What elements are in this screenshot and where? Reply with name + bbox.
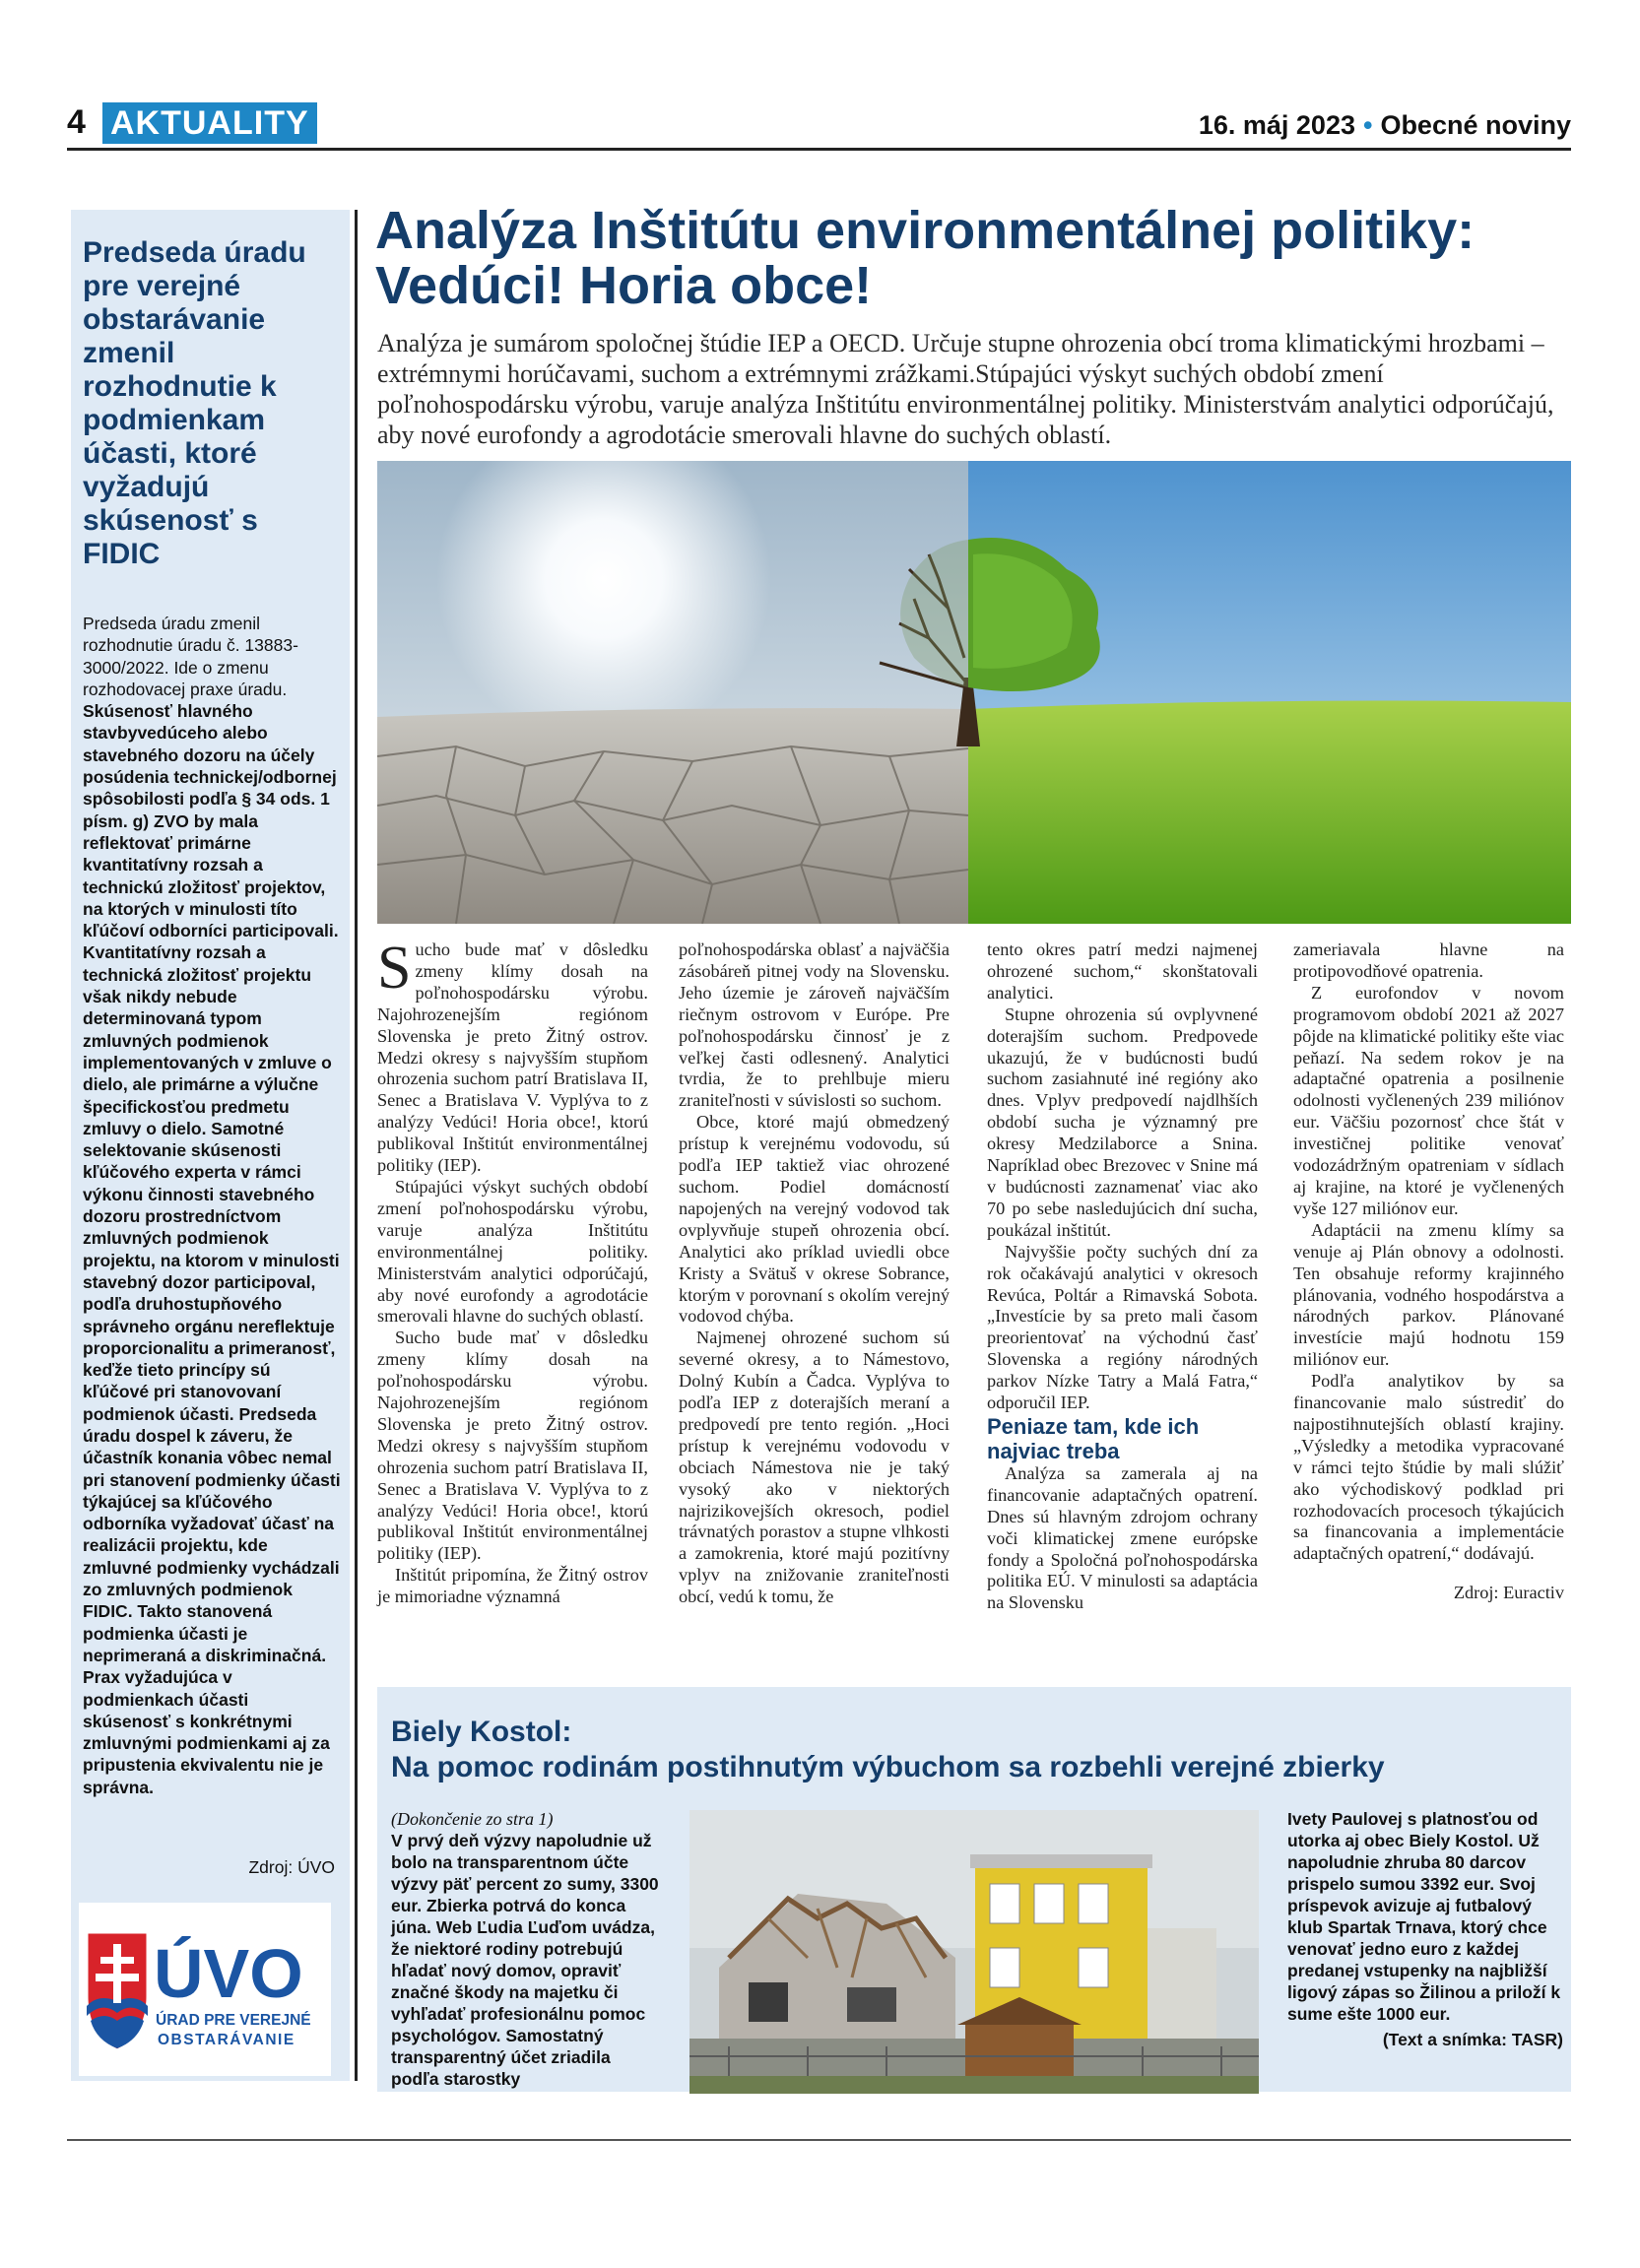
separator-dot: •: [1362, 110, 1373, 140]
box-right-body: Ivety Paulovej s platnosťou od utorka aj obec Biely Kostol. Už napoludnie zhruba 80 darcov prispelo sumou 3392 eur. Svoj príspevok avizuje aj futbalový klub Spartak Trnava, ktorý chce venovať jedno euro z každej predanej vstupenky na najbližší ligový zápas so Žilinou a priloží k sume ešte 1000 eur.: [1287, 1809, 1561, 2024]
uvo-logo: [79, 1903, 331, 2076]
paragraph: Stupne ohrozenia sú ovplyvnené doterajším suchom. Predpovede ukazujú, že v budúcnosti budú suchom zasiahnuté iné regióny ako dnes. Vplyv predpovedí najdlhších období sucha je významný pre okresy Medzilaborce a Snina. Napríklad obec Brezovec v Snine má v budúcnosti zaznamenať viac ako 70 po sebe nasledujúcich dní sucha, poukázal inštitút.: [987, 1004, 1258, 1240]
box-headline-line2: Na pomoc rodinám postihnutým výbuchom sa rozbehli verejné zbierky: [391, 1751, 1385, 1783]
sidebar-source: Zdroj: ÚVO: [248, 1857, 335, 1877]
article-source: Zdroj: Euractiv: [1453, 1583, 1564, 1603]
sidebar-body-main: Skúsenosť hlavného stavbyvedúceho alebo stavebného dozoru na účely posúdenia technickej/odbornej spôsobilosti podľa § 34 ods. 1 písm. g) ZVO by mala reflektovať primárne kvantitatívny rozsah a technickú zložitosť projektov, na ktorých v minulosti títo kľúčoví odborníci participovali. Kvantitatívny rozsah a technická zložitosť projektu však nikdy nebude determinovaná typom zmluvných podmienok implementovaných v zmluve o dielo, ale primárne a výlučne špecifickosťou predmetu zmluvy o dielo. Samotné selektovanie skúsenosti kľúčového experta v rámci výkonu činnosti stavebného dozoru prostredníctvom zmluvných podmienok projektu, na ktorom v minulosti stavebný dozor participoval, podľa druhostupňového správneho orgánu nereflektuje proporcionalitu a primeranosť, keďže tieto princípy sú kľúčové pri stanovovaní podmienok účasti. Predseda úradu dospel k záveru, že účastník konania vôbec nemal pri stanovení podmienky účasti týkajúcej sa kľúčového odborníka vyžadovať účasť na realizácii projektu, kde zmluvné podmienky vychádzali zo zmluvných podmienok FIDIC. Takto stanovená podmienka účasti je neprimeraná a diskriminačná. Prax vyžadujúca v podmienkach účasti skúsenosť s konkrétnymi zmluvnými podmienkami aj za pripustenia ekvivalentu nie je správna.: [83, 701, 341, 1797]
paragraph: zameriavala hlavne na protipovodňové opatrenia.: [1293, 940, 1564, 981]
sidebar-divider: [355, 210, 358, 2081]
article-headline: [375, 203, 1577, 313]
header-divider: [67, 148, 1571, 151]
article-photo-tree-drought: [377, 461, 1571, 924]
paragraph: Adaptácii na zmenu klímy sa venuje aj Plán obnovy a odolnosti. Ten obsahuje reformy krajinného plánovania, vodného hospodárstva a národných parkov. Plánované investície majú hodnotu 159 miliónov eur.: [1293, 1219, 1564, 1370]
paragraph: Analýza sa zamerala aj na financovanie adaptačných opatrení. Dnes sú hlavným zdrojom ochrany voči klimatickej zmene európske fondy a Spoločná poľnohospodárska politika EÚ. V minulosti sa adaptácia na Slovensku: [987, 1462, 1258, 1613]
article-column-1: [377, 935, 648, 1608]
sidebar-headline: Predseda úradu pre verejné obstarávanie zmenil rozhodnutie k podmienkam účasti, ktoré vyžadujú skúsenosť s FIDIC: [83, 236, 306, 570]
logo-letters: ÚVO: [154, 1935, 303, 2012]
paragraph: Inštitút pripomína, že Žitný ostrov je mimoriadne významná: [377, 1565, 648, 1607]
paragraph: tento okres patrí medzi najmenej ohrozené suchom,“ skonštatovali analytici.: [987, 940, 1258, 1003]
article-column-4: [1293, 940, 1564, 1604]
paragraph: Najvyššie počty suchých dní za rok očakávajú analytici v okresoch Revúca, Poltár a Rimavská Sobota. „Investície by sa preto mali časom preorientovať na východnú časť Slovenska a regióny národných parkov Nízke Tatry a Malá Fatra,“ odporučil IEP.: [987, 1241, 1258, 1413]
footer-divider: [67, 2139, 1571, 2141]
box-source: (Text a snímka: TASR): [1382, 2030, 1563, 2049]
uvo-emblem-icon: [79, 1903, 331, 2076]
paragraph: Obce, ktoré majú obmedzený prístup k verejnému vodovodu, sú podľa IEP taktiež viac ohrozené suchom. Podiel domácností napojených na verejný vodovod tak ovplyvňuje stupeň ohrozenia obcí. Analytici ako príklad uviedli obce Kristy a Svätuš v okrese Sobrance, ktorým v porovnaní s okolím verejný vodovod chýba.: [679, 1112, 950, 1327]
logo-line2: OBSTARÁVANIE: [158, 2032, 295, 2048]
paragraph: Sucho bude mať v dôsledku zmeny klímy dosah na poľnohospodársku výrobu. Najohrozenejším regiónom Slovenska je preto Žitný ostrov. Medzi okresy s najvyšším stupňom ohrozenia suchom patrí Bratislava II, Senec a Bratislava V. Vyplýva to z analýzy Vedúci! Horia obce!, ktorú publikoval Inštitút environmentálnej politiky (IEP).: [377, 1328, 648, 1564]
tree-drought-image: [377, 461, 1571, 924]
paragraph: poľnohospodárska oblasť a najväčšia zásobáreň pitnej vody na Slovensku. Jeho územie je zároveň najväčším riečnym ostrovom v Európe. Pre poľnohospodársku činnosť je z veľkej časti odlesnený. Analytici tvrdia, že to prehlbuje mieru zraniteľnosti v súvislosti so suchom.: [679, 940, 950, 1111]
sidebar-body: [83, 613, 341, 1798]
logo-line1: ÚRAD PRE VEREJNÉ: [156, 2012, 311, 2029]
drop-cap: S: [377, 935, 412, 1002]
section-tag: AKTUALITY: [102, 102, 317, 144]
issue-info: [1199, 108, 1571, 142]
article-lead: Analýza je sumárom spoločnej štúdie IEP a OECD. Určuje stupne ohrozenia obcí troma klimatickými hrozbami – extrémnymi horúčavami, suchom a extrémnymi zrážkami.Stúpajúci výskyt suchých období zmení poľnohospodársku výrobu, varuje analýza Inštitútu environmentálnej politiky. Ministerstvám analytici odporúčajú, aby nové eurofondy a agrodotácie smerovali hlavne do suchých oblastí.: [377, 329, 1554, 449]
article-column-2: [679, 940, 950, 1608]
paragraph: Stúpajúci výskyt suchých období zmení poľnohospodársku výrobu, varuje analýza Inštitútu environmentálnej politiky. Ministerstvám analytici odporúčajú, aby nové eurofondy a agrodotácie smerovali hlavne do suchých oblastí.: [377, 1176, 648, 1327]
article-column-3: [987, 940, 1258, 1614]
publication-name: Obecné noviny: [1380, 110, 1571, 140]
page-number: 4: [67, 103, 86, 141]
article-headline-line2: Vedúci! Horia obce!: [375, 256, 873, 315]
box-text-right: [1287, 1808, 1563, 2050]
box-continuation-note: (Dokončenie zo stra 1): [391, 1809, 554, 1829]
article-subheading: Peniaze tam, kde ich najviac treba: [987, 1413, 1200, 1463]
paragraph: Z eurofondov v novom programovom období 2021 až 2027 pôjde na klimatické politiky ešte viac peňazí. Na sedem rokov je na adaptačné opatrenia a posilnenie odolnosti vyčlenených 239 miliónov eur. Väčšiu pozornosť chce štát v investičnej politike venovať vodozádržným opatreniam v sídlach aj krajine, na ktoré je vyčlenených vyše 127 miliónov eur.: [1293, 982, 1564, 1218]
damaged-house-image: [689, 1810, 1259, 2094]
paragraph: Najmenej ohrozené suchom sú severné okresy, a to Námestovo, Dolný Kubín a Čadca. Vyplýva to podľa IEP z doterajších meraní a predpovedí pre tento región. „Hoci prístup k verejnému vodovodu v obciach Námestova nie je taký vysoký ako v niektorých najrizikovejších okresoch, podiel trávnatých porastov a stupne vlhkosti a zamokrenia, ktoré majú pozitívny vplyv na znižovanie zraniteľnosti obcí, vedú k tomu, že: [679, 1328, 950, 1607]
box-left-body: V prvý deň výzvy napoludnie už bolo na transparentnom účte výzvy päť percent zo sumy, 3300 eur. Zbierka potrvá do konca júna. Web Ľudia Ľuďom uvádza, že niektoré rodiny potrebujú hľadať nový domov, opraviť značné škody na majetku či vyhľadať profesionálnu pomoc psychológov. Samostatný transparentný účet zriadila podľa starostky: [391, 1831, 659, 2089]
paragraph: Sucho bude mať v dôsledku zmeny klímy dosah na poľnohospodársku výrobu. Najohrozenejším regiónom Slovenska je preto Žitný ostrov. Medzi okresy s najvyšším stupňom ohrozenia suchom patrí Bratislava II, Senec a Bratislava V. Vyplýva to z analýzy Vedúci! Horia obce!, ktorú publikoval Inštitút environmentálnej politiky (IEP).: [377, 935, 648, 1176]
paragraph: Podľa analytikov by sa financovanie malo sústrediť do najpostihnutejších oblastí krajiny. „Výsledky a metodika vypracované v rámci tejto štúdie by mali slúžiť ako východiskový podklad pri rozhodovacích procesoch týkajúcich sa financovania a implementácie adaptačných opatrení,“ dodávajú.: [1293, 1371, 1564, 1564]
article-headline-line1: Analýza Inštitútu environmentálnej politiky:: [375, 201, 1476, 260]
issue-date: 16. máj 2023: [1198, 110, 1355, 140]
box-photo-damaged-house: [689, 1810, 1259, 2094]
box-headline-line1: Biely Kostol:: [391, 1716, 572, 1748]
box-text-left: [391, 1808, 659, 2090]
sidebar-body-intro: Predseda úradu zmenil rozhodnutie úradu č. 13883-3000/2022. Ide o zmenu rozhodovacej praxe úradu.: [83, 614, 298, 699]
